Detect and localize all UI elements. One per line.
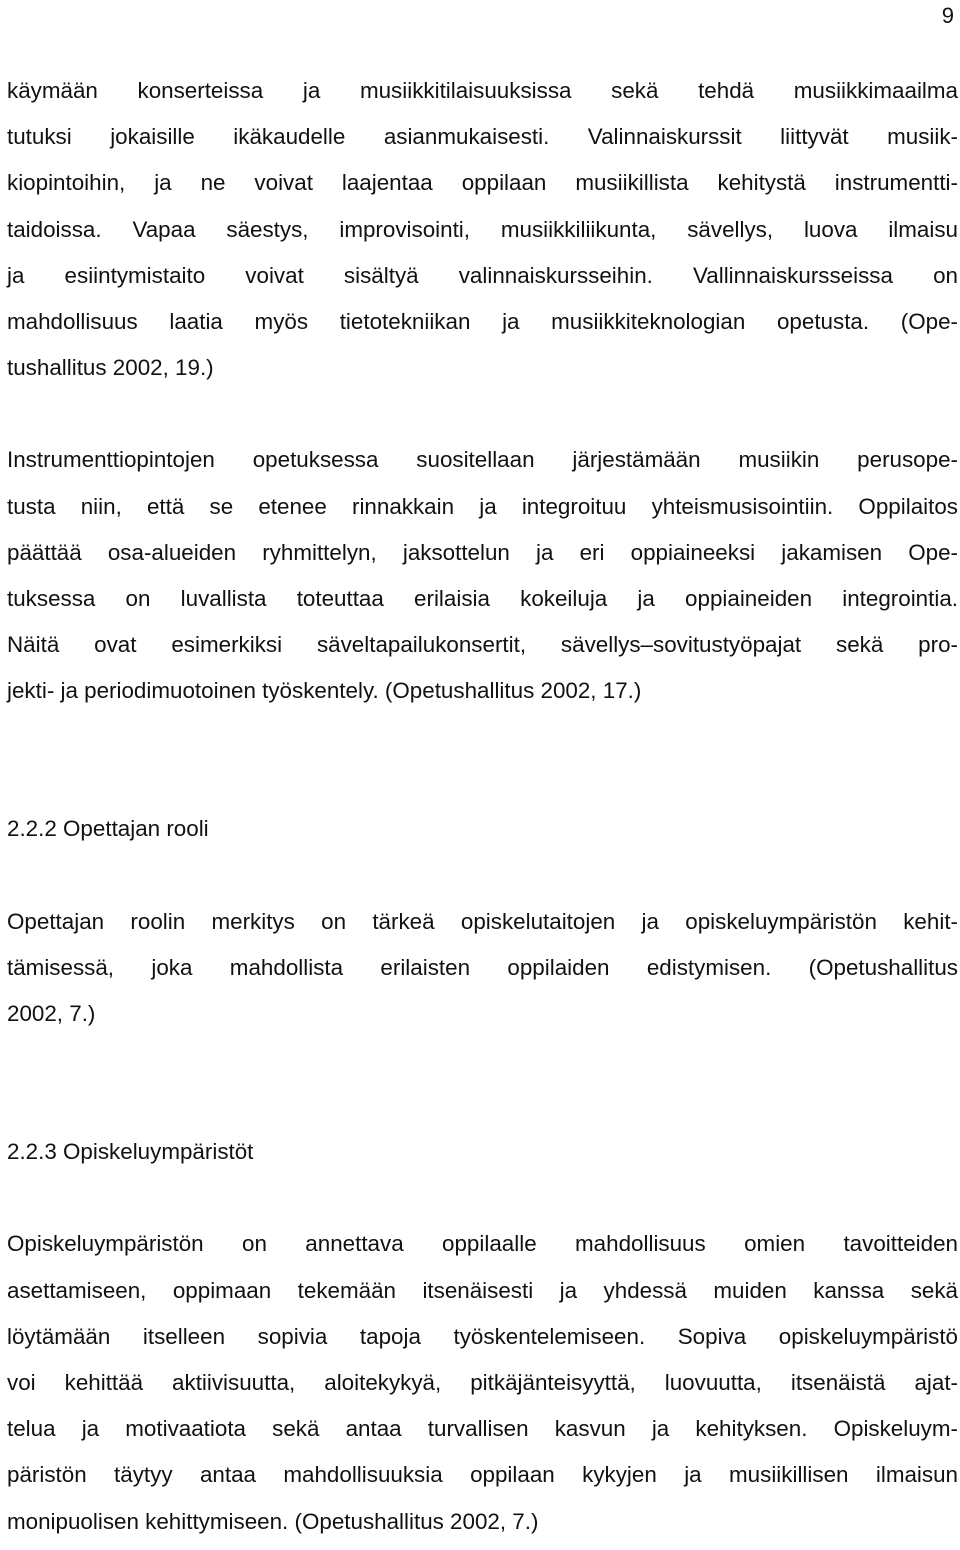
text-line: kiopintoihin, ja ne voivat laajentaa oppilaan musiikillista kehitystä instrumentti- [7, 170, 958, 196]
text-line: mahdollisuus laatia myös tietotekniikan ja musiikkiteknologian opetusta. (Ope- [7, 308, 958, 334]
text-line: telua ja motivaatiota sekä antaa turvallisen kasvun ja kehityksen. Opiskeluym- [7, 1416, 958, 1442]
section-opettajan-rooli [7, 806, 958, 1037]
text-line: päättää osa-alueiden ryhmittelyn, jaksottelun ja eri oppiaineeksi jakamisen Ope- [7, 539, 958, 565]
text-line: tushallitus 2002, 19.) [7, 355, 214, 381]
text-line: tutuksi jokaisille ikäkaudelle asianmukaisesti. Valinnaiskurssit liittyvät musiik- [7, 124, 958, 150]
paragraph-1 [7, 68, 958, 391]
text-line: Opiskeluympäristön on annettava oppilaalle mahdollisuus omien tavoitteiden [7, 1231, 958, 1257]
page-number: 9 [941, 3, 954, 28]
section-heading: 2.2.3 Opiskeluympäristöt [7, 1139, 254, 1165]
heading-spacer [7, 853, 958, 899]
document-body [7, 68, 958, 1545]
section-spacer [7, 1037, 958, 1129]
text-line: 2002, 7.) [7, 1001, 96, 1026]
text-line: jekti- ja periodimuotoinen työskentely. (Opetushallitus 2002, 17.) [7, 678, 642, 704]
text-line: käymään konserteissa ja musiikkitilaisuuksissa sekä tehdä musiikkimaailma [7, 78, 958, 103]
section-opiskeluymparistot [7, 1129, 958, 1545]
text-line: Instrumenttiopintojen opetuksessa suositellaan järjestämään musiikin perusope- [7, 447, 958, 473]
text-line: monipuolisen kehittymiseen. (Opetushallitus 2002, 7.) [7, 1508, 539, 1534]
text-line: taidoissa. Vapaa säestys, improvisointi, musiikkiliikunta, sävellys, luova ilmaisu [7, 216, 958, 242]
text-line: ja esiintymistaito voivat sisältyä valinnaiskursseihin. Vallinnaiskursseissa on [7, 262, 958, 288]
heading-spacer [7, 1175, 958, 1221]
text-line: päristön täytyy antaa mahdollisuuksia oppilaan kykyjen ja musiikillisen ilmaisun [7, 1462, 958, 1488]
text-line: asettamiseen, oppimaan tekemään itsenäisesti ja yhdessä muiden kanssa sekä [7, 1277, 958, 1303]
text-line: voi kehittää aktiivisuutta, aloitekykyä, pitkäjänteisyyttä, luovuutta, itsenäistä ajat- [7, 1369, 958, 1395]
text-line: löytämään itselleen sopivia tapoja työskentelemiseen. Sopiva opiskeluympäristö [7, 1323, 958, 1349]
text-line: tusta niin, että se etenee rinnakkain ja integroituu yhteismusisointiin. Oppilaitos [7, 493, 958, 519]
section-heading: 2.2.2 Opettajan rooli [7, 816, 209, 842]
text-line: Näitä ovat esimerkiksi säveltapailukonsertit, sävellys–sovitustyöpajat sekä pro- [7, 632, 958, 658]
text-line: tuksessa on luvallista toteuttaa erilaisia kokeiluja ja oppiaineiden integrointia. [7, 585, 958, 611]
paragraph-2 [7, 437, 958, 714]
text-line: Opettajan roolin merkitys on tärkeä opiskelutaitojen ja opiskeluympäristön kehit- [7, 908, 958, 934]
paragraph-spacer [7, 391, 958, 437]
text-line: tämisessä, joka mahdollista erilaisten oppilaiden edistymisen. (Opetushallitus [7, 954, 958, 980]
section-spacer [7, 714, 958, 806]
